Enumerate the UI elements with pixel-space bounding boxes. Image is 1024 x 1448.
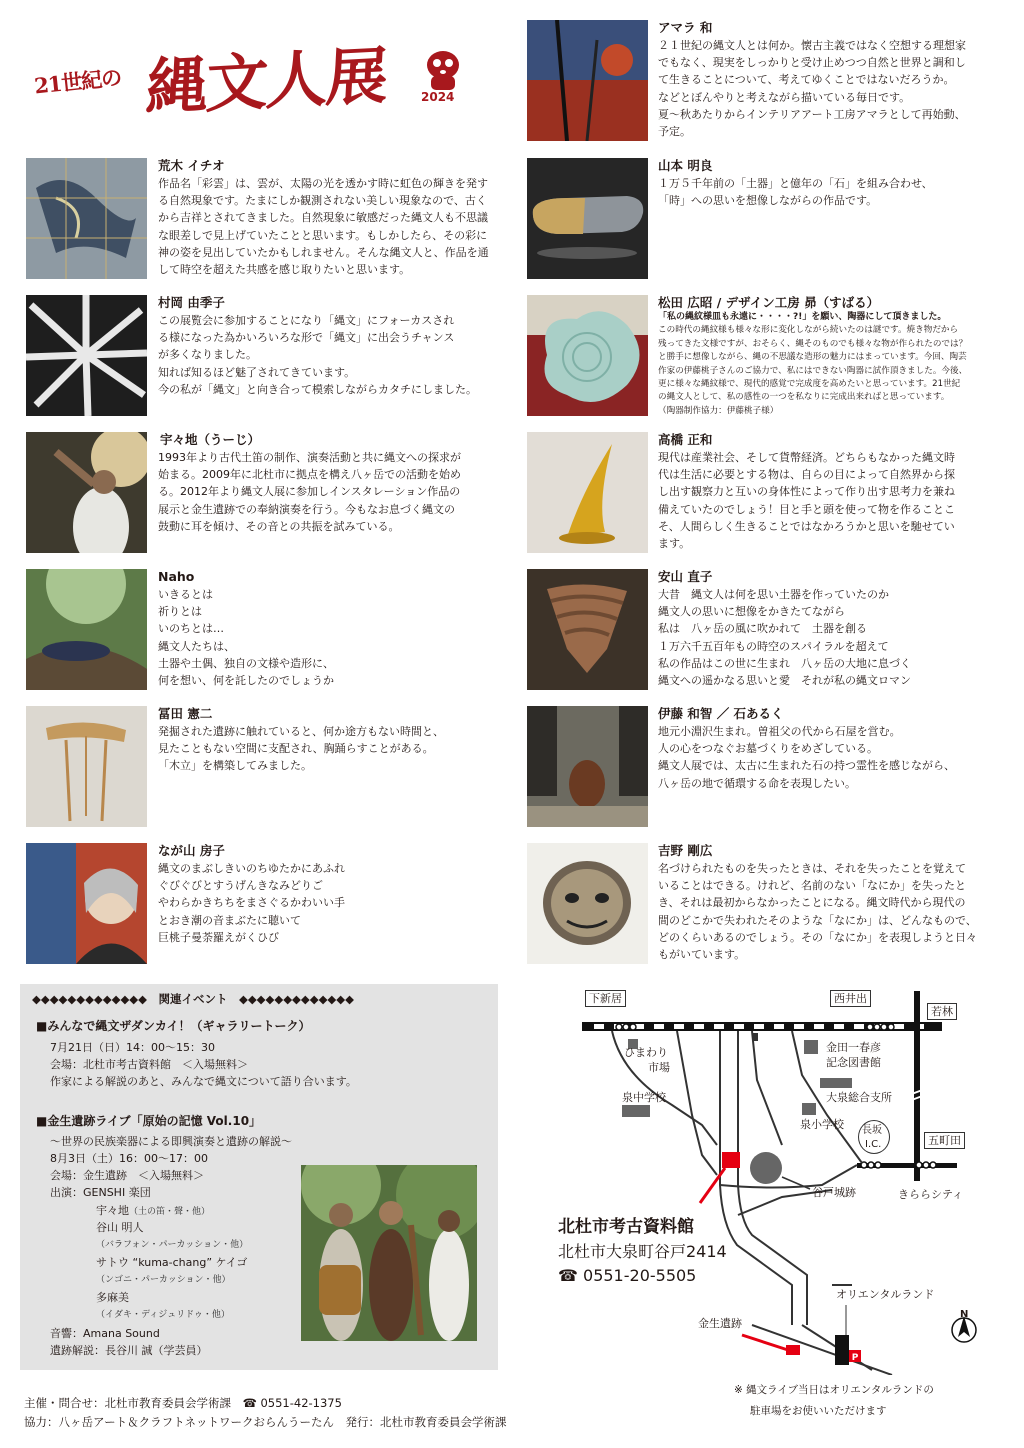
museum-tel: ☎ 0551-20-5505 xyxy=(558,1266,697,1285)
artwork-photo-yoshino xyxy=(527,843,648,964)
map-label-sennaka: 泉中学校 xyxy=(622,1091,666,1104)
event2-commentary: 遺跡解説：長谷川 誠（学芸員） xyxy=(50,1344,208,1357)
performer-2-instruments: （バラフォン・パーカッション・他） xyxy=(96,1240,249,1250)
artist-desc-takahashi: 現代は産業社会、そして貨幣経済。どちらもなかった縄文時 代は生活に必要とする物は、自らの目によって自然界から探 し出す観察力と互いの身体性によって作り出す思考力を兼ね 備えていたのでしょう！目と手と頭を使って物を作ることこ そ、人間らしく生きることではなかろうかと思いを馳せてい ます。 xyxy=(658,451,955,551)
event1-title: ■みんなで縄文ザダンカイ！（ギャラリートーク） xyxy=(36,1019,311,1033)
related-events-box xyxy=(20,984,498,1370)
artwork-photo-araki xyxy=(26,158,147,279)
artist-desc-matsuda: 「私の縄紋様皿も永遠に・・・・?!」を願い、陶器にして頂きました。 この時代の縄紋様も様々な形に変化しながら続いたのは謎です。焼き物だから 残ってきた文様ですが、おそらく、縄そのものでも様々な物が作られたのでは？ と勝手に想像しながら、縄の不思議な造形の魅力にはまっています。今回、陶芸 作家の伊藤桃子さんのご協力で、私にはできない陶器に試作頂きました。今後、 更に様々な縄紋様で、現代的感覚で完成度を高めたいと思っています。21世紀 の縄文人として、私の感性の一つを私なりに完成出来ればと思っています。 （陶器制作協力：伊藤桃子様） xyxy=(658,312,968,416)
event1-venue: 会場：北杜市考古資料館 ＜入場無料＞ xyxy=(50,1058,248,1071)
performer-3: サトウ “kuma-chang” ケイゴ xyxy=(96,1256,248,1269)
artist-desc-naho: いきるとは 祈りとは いのちとは… 縄文人たちは、 土器や土偶、独自の文様や造形に、 何を想い、何を託したのでしょうか xyxy=(158,588,334,688)
artist-desc-tomita: 発掘された遺跡に触れていると、何か途方もない時間と、 見たこともない空間に支配され、胸踊らすことがある。 「木立」を構築してみました。 xyxy=(158,725,444,773)
artist-name-nagayama: なが山 房子 xyxy=(158,843,225,858)
artist-name-araki: 荒木 イチオ xyxy=(158,158,225,173)
performer-3-instruments: （ンゴニ・パーカッション・他） xyxy=(96,1275,231,1285)
genshi-band-photo xyxy=(301,1165,477,1341)
parking-note-2: 駐車場をお使いいただけます xyxy=(750,1405,887,1417)
parking-note-1: ※ 縄文ライブ当日はオリエンタルランドの xyxy=(734,1384,934,1396)
map-label-yatogajo: 谷戸城跡 xyxy=(812,1186,856,1199)
artwork-photo-yasuyama xyxy=(527,569,648,690)
artist-name-matsuda: 松田 広昭 / デザイン工房 昴（すばる） xyxy=(658,295,880,310)
dogu-mascot-icon xyxy=(423,50,463,92)
map-north-label: N xyxy=(960,1309,969,1320)
artist-name-muraoka: 村岡 由季子 xyxy=(158,295,225,310)
event2-title: ■金生遺跡ライブ「原始の記憶 Vol.10」 xyxy=(36,1114,262,1128)
artwork-photo-yamamoto xyxy=(527,158,648,279)
events-header: ◆◆◆◆◆◆◆◆◆◆◆◆◆ 関連イベント ◆◆◆◆◆◆◆◆◆◆◆◆◆ xyxy=(32,992,354,1006)
map-label-himawari: ひまわり xyxy=(624,1046,668,1059)
title-prefix: 21世紀の xyxy=(32,64,123,99)
event1-date: 7月21日（日）14：00〜15：30 xyxy=(50,1041,215,1054)
artwork-photo-ito xyxy=(527,706,648,827)
map-label-nishiide: 西井出 xyxy=(830,990,871,1007)
artist-name-yamamoto: 山本 明良 xyxy=(658,158,713,173)
title-year: 2024 xyxy=(421,90,455,104)
event2-venue: 会場：金生遺跡 ＜入場無料＞ xyxy=(50,1169,204,1182)
map-label-kanada-library-2: 記念図書館 xyxy=(826,1056,881,1069)
map-label-gochoda: 五町田 xyxy=(924,1132,965,1149)
artist-name-yoshino: 吉野 剛広 xyxy=(658,843,713,858)
event2-date: 8月3日（土）16：00〜17：00 xyxy=(50,1152,208,1165)
artist-desc-yoshino: 名づけられたものを失ったときは、それを失ったことを覚えて いることはできる。けれど、名前のない「なにか」を失ったと き、それは最初からなかったことになる。縄文時代から現代の 間のどこかで失われたそのような「なにか」は、どんなもので、 どのくらいあるのでしょう。その「なにか」を表現しようと日々 もがいています。 xyxy=(658,862,977,962)
artist-photo-nagayama xyxy=(26,843,147,964)
artist-name-naho: Naho xyxy=(158,569,195,584)
artist-name-takahashi: 高橋 正和 xyxy=(658,432,713,447)
map-label-shimoshinkyo: 下新居 xyxy=(585,990,626,1007)
performer-2: 谷山 明人 xyxy=(96,1221,144,1234)
artist-desc-yasuyama: 大昔 縄文人は何を思い土器を作っていたのか 縄文人の思いに想像をかきたてながら 私は 八ヶ岳の風に吹かれて 土器を創る １万六千五百年もの時空のスパイラルを超えて 私の作品はこの世に生まれ 八ヶ岳の大地に息づく 縄文への遥かなる思いと愛 それが私の縄文ロマン xyxy=(658,588,911,688)
artist-desc-uuji: 1993年より古代土笛の制作、演奏活動と共に縄文への探求が 始まる。2009年に北杜市に拠点を構え八ヶ岳での活動を始め る。2012年より縄文人展に参加しインスタレーション作品の 展示と金生遺跡での奉納演奏を行う。今もなお息づく縄文の 鼓動に耳を傾け、その音との共振を試みている。 xyxy=(158,451,461,533)
performer-1: 宇々地（土の笛・聲・他） xyxy=(96,1204,211,1217)
map-label-wakabayashi: 若林 xyxy=(927,1003,957,1020)
event2-performers: 出演：GENSHI 楽団 xyxy=(50,1186,151,1199)
map-label-kirara: きららシティ xyxy=(898,1188,964,1201)
artwork-photo-matsuda xyxy=(527,295,648,416)
access-map xyxy=(552,985,1012,1375)
artist-desc-yamamoto: １万５千年前の「土器」と億年の「石」を組み合わせ、 「時」への思いを想像しながらの作品です。 xyxy=(658,177,933,208)
map-label-senshou: 泉小学校 xyxy=(800,1118,844,1131)
artist-desc-muraoka: この展覧会に参加することになり「縄文」にフォーカスされ る様になった為かいろいろな形で「縄文」に出会うチャンス が多くなりました。 知れば知るほど魅了されてきています。 今の私が「縄文」と向き合って模索しながらカタチにしました。 xyxy=(158,314,477,396)
map-label-himawari-ichiba: 市場 xyxy=(648,1061,670,1074)
event2-subtitle: 〜世界の民族楽器による即興演奏と遺跡の解説〜 xyxy=(50,1135,292,1148)
artist-desc-araki: 作品名「彩雲」は、雲が、太陽の光を透かす時に虹色の輝きを発す る自然現象です。たまにしか観測されない美しい現象なので、古く から吉祥とされてきました。自然現象に敏感だった縄文人も不思議 な眼差しで見上げていたことと思います。もしかしたら、その彩に 神の姿を見出していたかもしれません。そんな縄文人と、作品を通 して時空を超えた共感を感じ取りたいと思います。 xyxy=(158,177,489,277)
museum-name: 北杜市考古資料館 xyxy=(558,1217,694,1237)
map-label-kanada-library: 金田一春彦 xyxy=(826,1041,881,1054)
event1-description: 作家による解説のあと、みんなで縄文について語り合います。 xyxy=(50,1075,357,1088)
artist-desc-amara: ２１世紀の縄文人とは何か。懐古主義ではなく空想する理想家 でもなく、現実をしっかりと受け止めつつ自然と世界と調和し て生きることについて、考えてゆくことではないだろうか。 などとぼんやりと考えながら描いている毎日です。 夏〜秋あたりからインテリアアート工房アマラとして再始動、 予定。 xyxy=(658,39,966,139)
map-label-konsei: 金生遺跡 xyxy=(698,1317,742,1330)
artwork-photo-takahashi xyxy=(527,432,648,553)
title-main: 縄文人展 xyxy=(144,38,388,125)
artwork-photo-muraoka xyxy=(26,295,147,416)
artwork-photo-amara xyxy=(527,20,648,141)
artist-name-tomita: 冨田 憲二 xyxy=(158,706,213,721)
artwork-photo-tomita xyxy=(26,706,147,827)
svg-text:P: P xyxy=(851,1353,859,1363)
footer-cooperation: 協力：八ヶ岳アート＆クラフトネットワークおらんうーたん 発行：北杜市教育委員会学術課 xyxy=(24,1415,507,1429)
artist-desc-ito: 地元小淵沢生まれ。曽祖父の代から石屋を営む。 人の心をつなぐお墓づくりをめざしている。 縄文人展では、太古に生まれた石の持つ霊性を感じながら、 八ヶ岳の地で循環する命を表現したい。 xyxy=(658,725,955,790)
artist-desc-nagayama: 縄文のまぶしきいのちゆたかにあふれ ぐびぐびとすうげんきなみどりご やわらかきちちをまさぐるかわいい手 とおき潮の音まぶたに聴いて 巨桃子曼荼羅えがくひび xyxy=(158,862,345,944)
map-label-oizumi-office: 大泉総合支所 xyxy=(826,1091,892,1104)
map-nagasaka-ic-badge: 長坂 I.C. xyxy=(858,1120,890,1154)
artist-photo-uuji xyxy=(26,432,147,553)
performer-4-instruments: （イダキ・ディジュリドゥ・他） xyxy=(96,1310,230,1320)
performer-4: 多麻美 xyxy=(96,1291,129,1304)
artist-name-uuji: 宇々地（うーじ） xyxy=(160,432,261,447)
footer-organizer: 主催・問合せ：北杜市教育委員会学術課 ☎ 0551-42-1375 xyxy=(24,1396,342,1410)
artist-name-ito: 伊藤 和智 ／ 石あるく xyxy=(658,706,784,721)
event2-sound: 音響：Amana Sound xyxy=(50,1327,160,1340)
artist-photo-naho xyxy=(26,569,147,690)
artist-name-amara: アマラ 和 xyxy=(658,20,713,35)
artist-name-yasuyama: 安山 直子 xyxy=(658,569,713,584)
museum-address: 北杜市大泉町谷戸2414 xyxy=(558,1242,727,1261)
map-label-oriental: オリエンタルランド xyxy=(836,1288,935,1301)
